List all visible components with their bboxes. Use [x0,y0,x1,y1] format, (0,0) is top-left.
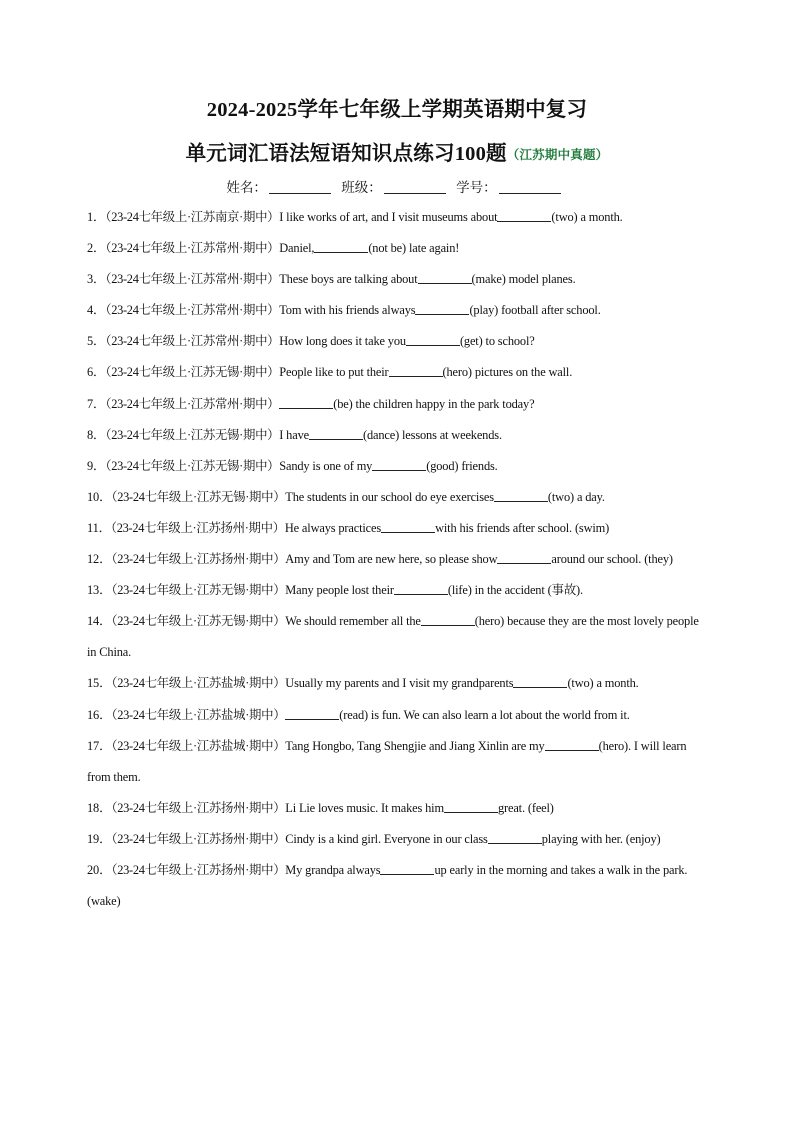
question-source: （23-24七年级上·江苏常州·期中） [105,272,280,287]
question-text-after: (not be) late again! [368,241,460,256]
question-text-before: Sandy is one of my [279,458,373,473]
question-text-before: Usually my parents and I visit my grandparents [285,676,514,691]
question-text-before: He always practices [284,520,382,535]
question-source: （23-24七年级上·江苏扬州·期中） [111,862,286,877]
question-item [87,513,711,544]
question-text-before: Daniel, [279,241,315,256]
question-text-before: My grandpa always [285,862,381,877]
question-number: 14． [87,614,112,629]
question-source: （23-24七年级上·江苏无锡·期中） [105,365,280,380]
id-label: 学号： [456,180,497,195]
question-item [87,606,711,668]
name-blank[interactable] [269,181,331,194]
question-source: （23-24七年级上·江苏扬州·期中） [110,520,285,535]
question-source: （23-24七年级上·江苏扬州·期中） [111,552,286,567]
answer-blank[interactable] [406,334,460,346]
question-text-before: How long does it take you [279,334,406,349]
question-number: 18． [87,800,112,815]
question-item [87,264,711,295]
question-text-after: with his friends after school. (swim) [435,520,610,535]
question-source: （23-24七年级上·江苏常州·期中） [105,303,280,318]
question-item [87,326,711,357]
question-text-before: I have [279,427,309,442]
question-text-after: (life) in the accident (事故). [447,583,583,598]
question-item [87,389,711,420]
question-item [87,700,711,731]
question-item [87,668,711,699]
id-blank[interactable] [499,181,561,194]
question-number: 3． [87,272,106,287]
subtitle-main: 单元词汇语法短语知识点练习100题 [185,143,507,165]
answer-blank[interactable] [418,272,472,284]
question-text-before: Li Lie loves music. It makes him [285,800,444,815]
question-number: 6． [87,365,106,380]
answer-blank[interactable] [380,863,434,875]
question-text-after: up early in the morning and takes a walk in the park. (wake) [87,862,688,909]
question-text-before: Tom with his friends always [279,303,416,318]
question-source: （23-24七年级上·江苏无锡·期中） [111,489,286,504]
question-source: （23-24七年级上·江苏盐城·期中） [111,676,286,691]
question-text-before: Amy and Tom are new here, so please show [285,552,498,567]
question-text-after: (be) the children happy in the park today? [333,396,535,411]
question-text-after: playing with her. (enjoy) [541,831,661,846]
question-item [87,233,711,264]
question-number: 12． [87,552,112,567]
class-label: 班级： [341,180,382,195]
question-number: 4． [87,303,106,318]
question-source: （23-24七年级上·江苏无锡·期中） [105,427,280,442]
class-blank[interactable] [384,181,446,194]
answer-blank[interactable] [421,614,475,626]
question-source: （23-24七年级上·江苏常州·期中） [105,396,280,411]
question-source: （23-24七年级上·江苏扬州·期中） [111,831,286,846]
question-number: 16． [87,707,112,722]
question-item [87,575,711,606]
question-number: 2． [87,241,106,256]
answer-blank[interactable] [444,801,498,813]
question-text-after: around our school. (they) [551,552,673,567]
question-text-after: (hero) pictures on the wall. [442,365,573,380]
student-info-row [0,176,794,196]
question-item [87,793,711,824]
answer-blank[interactable] [513,676,567,688]
question-number: 19． [87,831,112,846]
question-item [87,731,711,793]
answer-blank[interactable] [372,459,426,471]
question-text-after: great. (feel) [497,800,554,815]
question-source: （23-24七年级上·江苏常州·期中） [105,334,280,349]
question-source: （23-24七年级上·江苏盐城·期中） [111,707,286,722]
question-text-before: Many people lost their [285,583,394,598]
question-text-after: (two) a month. [551,210,623,224]
question-item [87,295,711,326]
answer-blank[interactable] [285,708,339,720]
answer-blank[interactable] [381,521,435,533]
question-text-after: (two) a month. [567,676,639,691]
question-source: （23-24七年级上·江苏盐城·期中） [111,738,286,753]
question-source: （23-24七年级上·江苏常州·期中） [105,241,280,256]
question-number: 15． [87,676,112,691]
question-number: 13． [87,583,112,598]
answer-blank[interactable] [497,552,551,564]
answer-blank[interactable] [309,428,363,440]
name-label: 姓名： [226,180,267,195]
question-number: 11． [87,520,111,535]
subtitle-tag: （江苏期中真题） [506,148,609,162]
question-text-after: (play) football after school. [469,303,601,318]
question-number: 20． [87,862,112,877]
question-item [87,544,711,575]
question-item [87,451,711,482]
answer-blank[interactable] [415,303,469,315]
question-text-after: (good) friends. [426,458,498,473]
question-text-after: (hero). I will learn from them. [87,738,687,784]
answer-blank[interactable] [314,241,368,253]
answer-blank[interactable] [394,583,448,595]
question-item [87,855,711,917]
question-number: 9． [87,458,106,473]
question-text-after: (make) model planes. [471,272,576,287]
question-text-after: (read) is fun. We can also learn a lot about the world from it. [339,707,630,722]
question-number: 7． [87,396,106,411]
question-item [87,420,711,451]
answer-blank[interactable] [494,490,548,502]
question-text-before: Tang Hongbo, Tang Shengjie and Jiang Xinlin are my [285,738,545,753]
question-text-after: (two) a day. [547,489,605,504]
question-source: （23-24七年级上·江苏无锡·期中） [105,458,280,473]
question-source: （23-24七年级上·江苏扬州·期中） [111,800,286,815]
question-text-after: (dance) lessons at weekends. [362,427,502,442]
question-item [87,824,711,855]
question-text-after: (get) to school? [459,334,535,349]
page-subtitle [0,136,794,166]
answer-blank[interactable] [279,397,333,409]
question-number: 1． [87,210,106,224]
question-number: 10． [87,489,112,504]
question-text-before: These boys are talking about [279,272,418,287]
page-title: 2024-2025学年七年级上学期英语期中复习 [206,99,588,121]
answer-blank[interactable] [389,365,443,377]
question-number: 8． [87,427,106,442]
question-item [87,357,711,388]
question-item [87,202,711,233]
question-text-before: The students in our school do eye exercises [285,489,494,504]
question-text-after: (hero) because they are the most lovely people in China. [87,614,699,660]
question-text-before: People like to put their [279,365,389,380]
question-number: 5． [87,334,106,349]
question-text-before: I like works of art, and I visit museums about [279,210,498,224]
answer-blank[interactable] [488,832,542,844]
question-source: （23-24七年级上·江苏无锡·期中） [111,583,286,598]
answer-blank[interactable] [497,210,551,222]
question-number: 17． [87,738,112,753]
question-text-before: Cindy is a kind girl. Everyone in our class [285,831,488,846]
answer-blank[interactable] [545,739,599,751]
question-item [87,482,711,513]
question-source: （23-24七年级上·江苏南京·期中） [105,210,280,224]
question-text-before: We should remember all the [285,614,421,629]
question-list [87,202,711,917]
question-source: （23-24七年级上·江苏无锡·期中） [111,614,286,629]
